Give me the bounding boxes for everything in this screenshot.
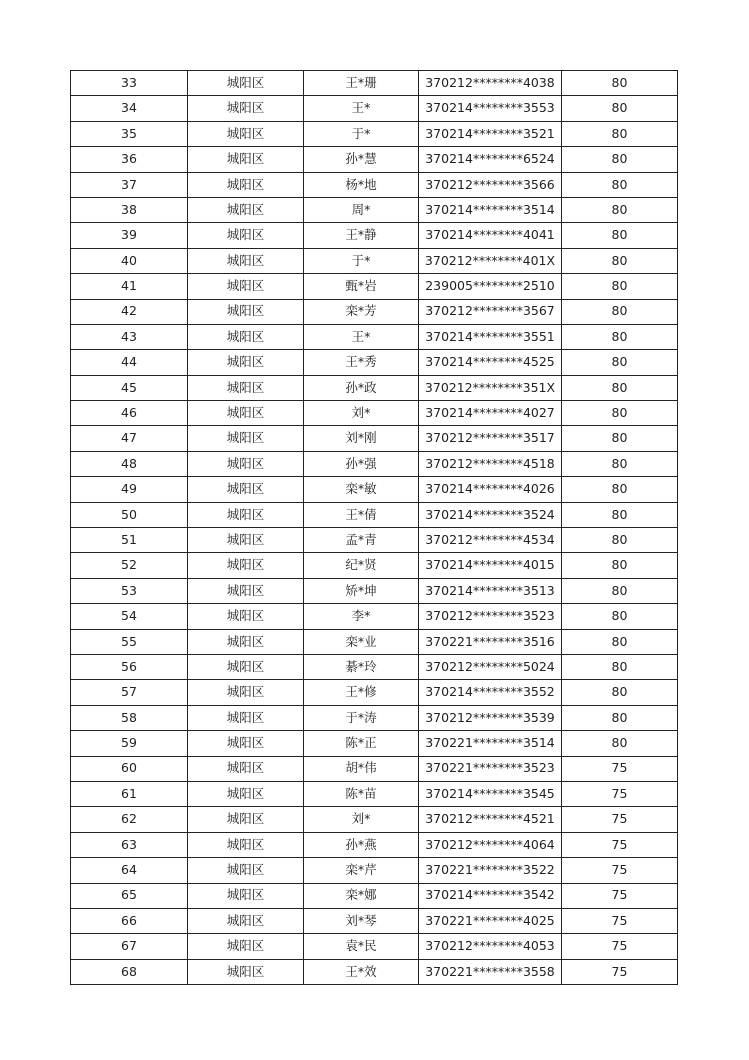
district-cell: 城阳区 xyxy=(188,223,304,248)
score-cell: 80 xyxy=(562,375,678,400)
id-number-cell: 370214********4026 xyxy=(419,477,562,502)
id-number-cell: 370212********3566 xyxy=(419,172,562,197)
score-cell: 80 xyxy=(562,629,678,654)
name-cell: 于* xyxy=(304,121,419,146)
row-number-cell: 68 xyxy=(71,959,188,984)
score-cell: 75 xyxy=(562,959,678,984)
score-cell: 75 xyxy=(562,807,678,832)
name-cell: 陈*正 xyxy=(304,731,419,756)
district-cell: 城阳区 xyxy=(188,172,304,197)
table-row xyxy=(71,121,678,146)
name-cell: 栾*芹 xyxy=(304,858,419,883)
name-cell: 袁*民 xyxy=(304,934,419,959)
score-cell: 80 xyxy=(562,502,678,527)
score-cell: 80 xyxy=(562,147,678,172)
name-cell: 王* xyxy=(304,324,419,349)
name-cell: 孙*慧 xyxy=(304,147,419,172)
id-number-cell: 370212********3539 xyxy=(419,705,562,730)
table-row xyxy=(71,71,678,96)
name-cell: 栾*芳 xyxy=(304,299,419,324)
id-number-cell: 370214********3553 xyxy=(419,96,562,121)
district-cell: 城阳区 xyxy=(188,274,304,299)
name-cell: 陈*苗 xyxy=(304,781,419,806)
name-cell: 王*秀 xyxy=(304,350,419,375)
district-cell: 城阳区 xyxy=(188,680,304,705)
score-cell: 80 xyxy=(562,172,678,197)
name-cell: 矫*坤 xyxy=(304,578,419,603)
score-cell: 80 xyxy=(562,654,678,679)
row-number-cell: 34 xyxy=(71,96,188,121)
id-number-cell: 370212********4521 xyxy=(419,807,562,832)
district-cell: 城阳区 xyxy=(188,324,304,349)
id-number-cell: 370212********4534 xyxy=(419,528,562,553)
district-cell: 城阳区 xyxy=(188,705,304,730)
id-number-cell: 370212********401X xyxy=(419,248,562,273)
table-row xyxy=(71,375,678,400)
name-cell: 孟*青 xyxy=(304,528,419,553)
district-cell: 城阳区 xyxy=(188,731,304,756)
name-cell: 王*修 xyxy=(304,680,419,705)
row-number-cell: 33 xyxy=(71,71,188,96)
id-number-cell: 370214********3521 xyxy=(419,121,562,146)
district-cell: 城阳区 xyxy=(188,121,304,146)
table-row xyxy=(71,553,678,578)
id-number-cell: 370214********3551 xyxy=(419,324,562,349)
score-cell: 80 xyxy=(562,477,678,502)
id-number-cell: 370214********4525 xyxy=(419,350,562,375)
table-row xyxy=(71,629,678,654)
district-cell: 城阳区 xyxy=(188,553,304,578)
score-cell: 80 xyxy=(562,705,678,730)
score-cell: 80 xyxy=(562,731,678,756)
name-cell: 刘* xyxy=(304,401,419,426)
row-number-cell: 55 xyxy=(71,629,188,654)
table-row xyxy=(71,959,678,984)
table-row xyxy=(71,96,678,121)
row-number-cell: 65 xyxy=(71,883,188,908)
id-number-cell: 370221********3522 xyxy=(419,858,562,883)
id-number-cell: 370221********3558 xyxy=(419,959,562,984)
table-row xyxy=(71,401,678,426)
table-row xyxy=(71,832,678,857)
name-cell: 胡*伟 xyxy=(304,756,419,781)
table-row xyxy=(71,680,678,705)
row-number-cell: 60 xyxy=(71,756,188,781)
score-cell: 80 xyxy=(562,96,678,121)
table-row xyxy=(71,908,678,933)
score-cell: 80 xyxy=(562,274,678,299)
district-cell: 城阳区 xyxy=(188,959,304,984)
score-cell: 75 xyxy=(562,883,678,908)
row-number-cell: 39 xyxy=(71,223,188,248)
name-cell: 刘*刚 xyxy=(304,426,419,451)
table-row xyxy=(71,172,678,197)
table-row xyxy=(71,477,678,502)
score-cell: 80 xyxy=(562,680,678,705)
score-cell: 80 xyxy=(562,451,678,476)
table-row xyxy=(71,578,678,603)
row-number-cell: 38 xyxy=(71,197,188,222)
district-cell: 城阳区 xyxy=(188,147,304,172)
row-number-cell: 37 xyxy=(71,172,188,197)
name-cell: 栾*业 xyxy=(304,629,419,654)
id-number-cell: 370212********351X xyxy=(419,375,562,400)
table-row xyxy=(71,197,678,222)
table-row xyxy=(71,147,678,172)
id-number-cell: 370214********3524 xyxy=(419,502,562,527)
name-cell: 孙*燕 xyxy=(304,832,419,857)
district-cell: 城阳区 xyxy=(188,883,304,908)
row-number-cell: 56 xyxy=(71,654,188,679)
name-cell: 李* xyxy=(304,604,419,629)
score-cell: 80 xyxy=(562,71,678,96)
name-cell: 于* xyxy=(304,248,419,273)
id-number-cell: 239005********2510 xyxy=(419,274,562,299)
table-row xyxy=(71,502,678,527)
district-cell: 城阳区 xyxy=(188,578,304,603)
table-row xyxy=(71,223,678,248)
table-row xyxy=(71,604,678,629)
row-number-cell: 45 xyxy=(71,375,188,400)
id-number-cell: 370214********4027 xyxy=(419,401,562,426)
table-row xyxy=(71,858,678,883)
id-number-cell: 370214********6524 xyxy=(419,147,562,172)
row-number-cell: 51 xyxy=(71,528,188,553)
name-cell: 栾*娜 xyxy=(304,883,419,908)
id-number-cell: 370214********3552 xyxy=(419,680,562,705)
score-cell: 75 xyxy=(562,832,678,857)
district-cell: 城阳区 xyxy=(188,426,304,451)
name-cell: 孙*强 xyxy=(304,451,419,476)
row-number-cell: 52 xyxy=(71,553,188,578)
name-cell: 纪*贤 xyxy=(304,553,419,578)
table-row xyxy=(71,528,678,553)
name-cell: 孙*政 xyxy=(304,375,419,400)
roster-table xyxy=(70,70,678,985)
row-number-cell: 47 xyxy=(71,426,188,451)
row-number-cell: 49 xyxy=(71,477,188,502)
district-cell: 城阳区 xyxy=(188,629,304,654)
score-cell: 80 xyxy=(562,528,678,553)
district-cell: 城阳区 xyxy=(188,502,304,527)
row-number-cell: 59 xyxy=(71,731,188,756)
score-cell: 80 xyxy=(562,604,678,629)
row-number-cell: 66 xyxy=(71,908,188,933)
score-cell: 80 xyxy=(562,299,678,324)
id-number-cell: 370214********4015 xyxy=(419,553,562,578)
district-cell: 城阳区 xyxy=(188,858,304,883)
roster-table-body xyxy=(71,71,678,985)
name-cell: 杨*地 xyxy=(304,172,419,197)
table-row xyxy=(71,756,678,781)
score-cell: 80 xyxy=(562,553,678,578)
score-cell: 75 xyxy=(562,858,678,883)
district-cell: 城阳区 xyxy=(188,299,304,324)
name-cell: 王*珊 xyxy=(304,71,419,96)
table-row xyxy=(71,705,678,730)
name-cell: 王* xyxy=(304,96,419,121)
district-cell: 城阳区 xyxy=(188,375,304,400)
district-cell: 城阳区 xyxy=(188,528,304,553)
row-number-cell: 48 xyxy=(71,451,188,476)
district-cell: 城阳区 xyxy=(188,401,304,426)
district-cell: 城阳区 xyxy=(188,350,304,375)
district-cell: 城阳区 xyxy=(188,934,304,959)
table-row xyxy=(71,248,678,273)
id-number-cell: 370221********3523 xyxy=(419,756,562,781)
row-number-cell: 63 xyxy=(71,832,188,857)
id-number-cell: 370221********4025 xyxy=(419,908,562,933)
id-number-cell: 370212********5024 xyxy=(419,654,562,679)
district-cell: 城阳区 xyxy=(188,654,304,679)
table-row xyxy=(71,451,678,476)
row-number-cell: 43 xyxy=(71,324,188,349)
score-cell: 75 xyxy=(562,908,678,933)
district-cell: 城阳区 xyxy=(188,248,304,273)
district-cell: 城阳区 xyxy=(188,781,304,806)
row-number-cell: 53 xyxy=(71,578,188,603)
id-number-cell: 370221********3514 xyxy=(419,731,562,756)
table-row xyxy=(71,654,678,679)
name-cell: 甄*岩 xyxy=(304,274,419,299)
row-number-cell: 61 xyxy=(71,781,188,806)
table-row xyxy=(71,299,678,324)
name-cell: 栾*敏 xyxy=(304,477,419,502)
row-number-cell: 57 xyxy=(71,680,188,705)
id-number-cell: 370221********3516 xyxy=(419,629,562,654)
district-cell: 城阳区 xyxy=(188,807,304,832)
score-cell: 80 xyxy=(562,324,678,349)
table-row xyxy=(71,324,678,349)
table-row xyxy=(71,274,678,299)
district-cell: 城阳区 xyxy=(188,908,304,933)
name-cell: 王*效 xyxy=(304,959,419,984)
row-number-cell: 46 xyxy=(71,401,188,426)
id-number-cell: 370212********4053 xyxy=(419,934,562,959)
id-number-cell: 370214********4041 xyxy=(419,223,562,248)
table-row xyxy=(71,883,678,908)
table-row xyxy=(71,350,678,375)
score-cell: 80 xyxy=(562,350,678,375)
id-number-cell: 370212********4064 xyxy=(419,832,562,857)
name-cell: 王*静 xyxy=(304,223,419,248)
id-number-cell: 370214********3513 xyxy=(419,578,562,603)
id-number-cell: 370212********3567 xyxy=(419,299,562,324)
score-cell: 80 xyxy=(562,401,678,426)
score-cell: 80 xyxy=(562,197,678,222)
row-number-cell: 67 xyxy=(71,934,188,959)
table-row xyxy=(71,807,678,832)
row-number-cell: 64 xyxy=(71,858,188,883)
district-cell: 城阳区 xyxy=(188,477,304,502)
score-cell: 80 xyxy=(562,121,678,146)
id-number-cell: 370214********3545 xyxy=(419,781,562,806)
score-cell: 80 xyxy=(562,426,678,451)
name-cell: 綦*玲 xyxy=(304,654,419,679)
id-number-cell: 370212********4038 xyxy=(419,71,562,96)
name-cell: 刘* xyxy=(304,807,419,832)
score-cell: 80 xyxy=(562,578,678,603)
district-cell: 城阳区 xyxy=(188,832,304,857)
id-number-cell: 370212********3523 xyxy=(419,604,562,629)
table-row xyxy=(71,934,678,959)
row-number-cell: 35 xyxy=(71,121,188,146)
table-row xyxy=(71,731,678,756)
district-cell: 城阳区 xyxy=(188,96,304,121)
district-cell: 城阳区 xyxy=(188,451,304,476)
row-number-cell: 50 xyxy=(71,502,188,527)
id-number-cell: 370214********3542 xyxy=(419,883,562,908)
row-number-cell: 58 xyxy=(71,705,188,730)
row-number-cell: 62 xyxy=(71,807,188,832)
score-cell: 75 xyxy=(562,756,678,781)
district-cell: 城阳区 xyxy=(188,71,304,96)
district-cell: 城阳区 xyxy=(188,756,304,781)
name-cell: 王*倩 xyxy=(304,502,419,527)
table-row xyxy=(71,781,678,806)
id-number-cell: 370212********4518 xyxy=(419,451,562,476)
row-number-cell: 54 xyxy=(71,604,188,629)
table-row xyxy=(71,426,678,451)
row-number-cell: 42 xyxy=(71,299,188,324)
row-number-cell: 36 xyxy=(71,147,188,172)
score-cell: 80 xyxy=(562,223,678,248)
score-cell: 80 xyxy=(562,248,678,273)
score-cell: 75 xyxy=(562,781,678,806)
district-cell: 城阳区 xyxy=(188,197,304,222)
row-number-cell: 40 xyxy=(71,248,188,273)
row-number-cell: 41 xyxy=(71,274,188,299)
district-cell: 城阳区 xyxy=(188,604,304,629)
id-number-cell: 370214********3514 xyxy=(419,197,562,222)
score-cell: 75 xyxy=(562,934,678,959)
name-cell: 刘*琴 xyxy=(304,908,419,933)
row-number-cell: 44 xyxy=(71,350,188,375)
id-number-cell: 370212********3517 xyxy=(419,426,562,451)
name-cell: 于*涛 xyxy=(304,705,419,730)
name-cell: 周* xyxy=(304,197,419,222)
